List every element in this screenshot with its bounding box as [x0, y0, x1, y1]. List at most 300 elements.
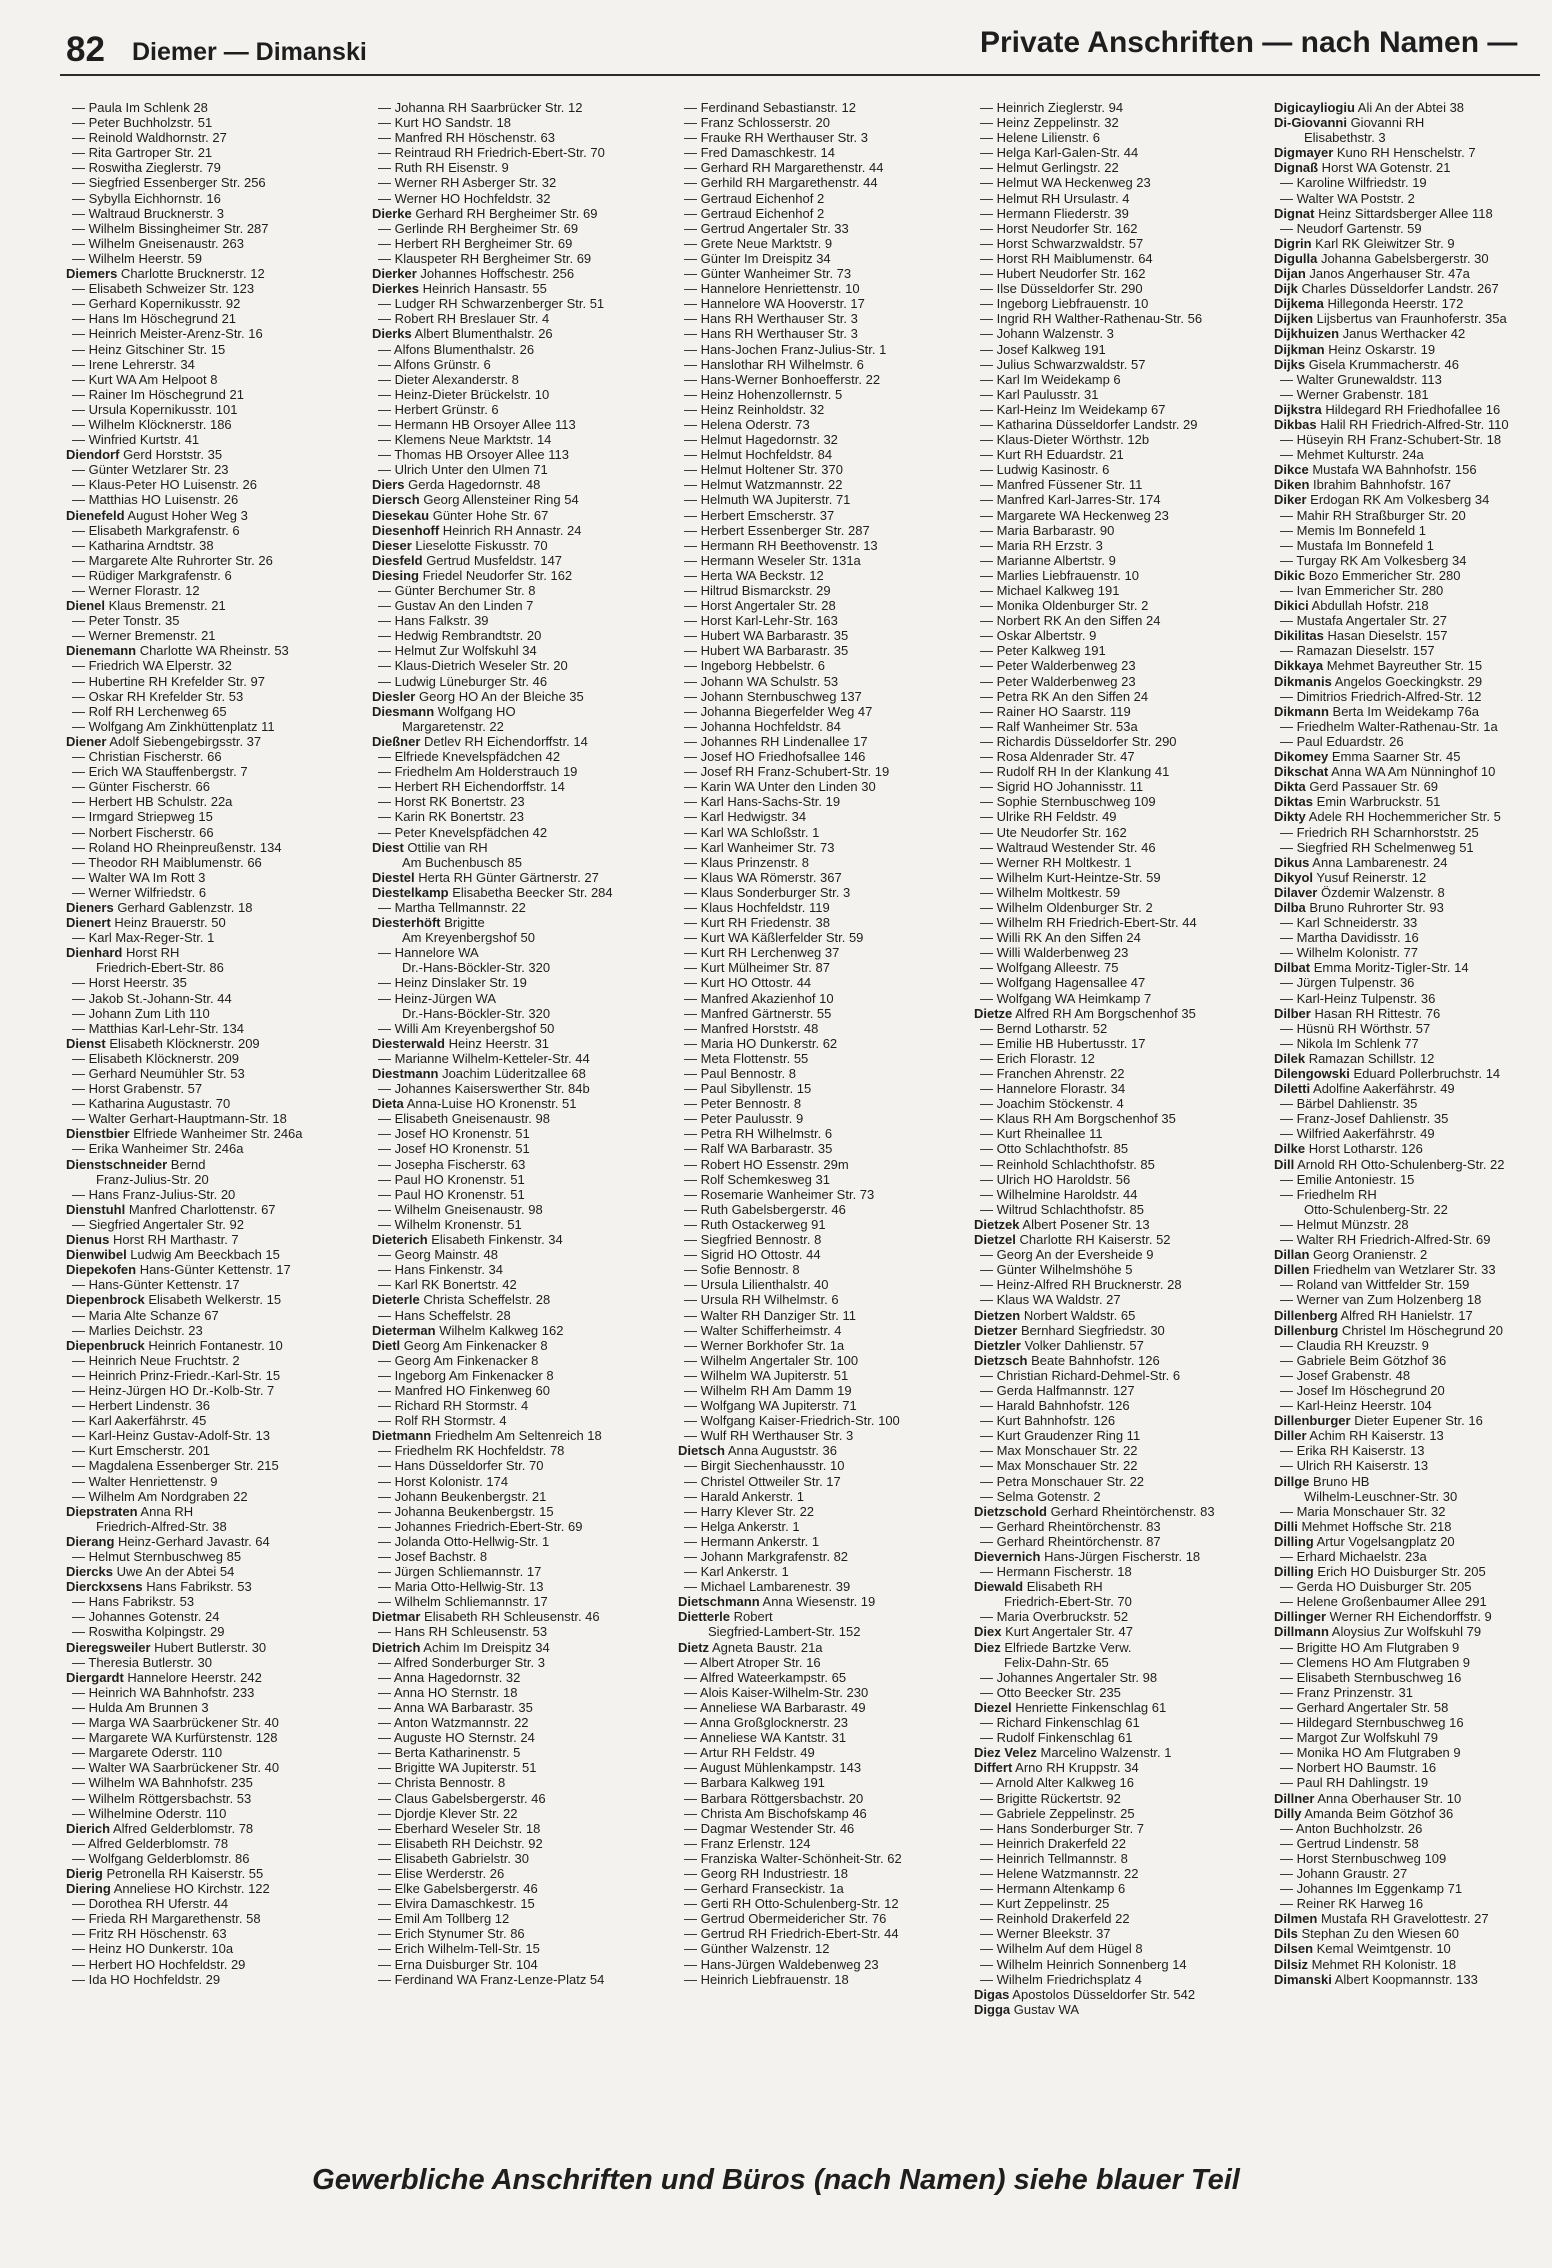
directory-entry: — Karl Schneiderstr. 33	[1280, 915, 1418, 931]
directory-entry-surname: Digulla Johanna Gabelsbergerstr. 30	[1274, 250, 1489, 266]
directory-column-2	[372, 100, 664, 2140]
directory-entry: — Hermann Fischerstr. 18	[980, 1564, 1132, 1580]
directory-entry-surname: Diestel Herta RH Günter Gärtnerstr. 27	[372, 869, 599, 885]
directory-entry-surname: Dilber Hasan RH Rittestr. 76	[1274, 1005, 1441, 1021]
directory-entry-surname: Dienstschneider Bernd	[66, 1156, 206, 1172]
directory-entry: — Hans Fabrikstr. 53	[72, 1594, 195, 1610]
directory-entry: — Helmut Münzstr. 28	[1280, 1216, 1409, 1232]
directory-entry: — Willi Walderbenweg 23	[980, 945, 1129, 961]
surname: Dijk	[1274, 281, 1298, 297]
directory-entry-surname: Dienert Heinz Brauerstr. 50	[66, 915, 226, 931]
directory-entry: — Manfred Horststr. 48	[684, 1020, 819, 1036]
directory-entry: — Meta Flottenstr. 55	[684, 1050, 809, 1066]
surname: Diez	[974, 1639, 1001, 1655]
directory-entry: — Kurt HO Ottostr. 44	[684, 975, 812, 991]
directory-entry-surname: Dijk Charles Düsseldorfer Landstr. 267	[1274, 281, 1499, 297]
directory-entry: — Karl Max-Reger-Str. 1	[72, 930, 215, 946]
directory-entry-continuation: Friedrich-Ebert-Str. 86	[96, 960, 224, 976]
directory-entry: — Rudolf RH In der Klankung 41	[980, 764, 1170, 780]
directory-entry-surname: Diesler Georg HO An der Bleiche 35	[372, 688, 584, 704]
directory-entry: — Horst RH Maiblumenstr. 64	[980, 250, 1153, 266]
directory-entry: — Heinrich Zieglerstr. 94	[980, 100, 1124, 115]
directory-entry: — Hans RH Werthauser Str. 3	[684, 326, 858, 342]
directory-entry: — Erich Florastr. 12	[980, 1050, 1095, 1066]
surname: Dierke	[372, 205, 412, 221]
directory-entry: — Anna WA Barbarastr. 35	[378, 1699, 533, 1715]
directory-entry: — Robert HO Essenstr. 29m	[684, 1156, 849, 1172]
directory-entry: — Hannelore WA	[378, 945, 479, 961]
directory-entry: — Heinz-Dieter Brückelstr. 10	[378, 386, 550, 402]
directory-entry: — Wulf RH Werthauser Str. 3	[684, 1428, 854, 1444]
directory-entry: — Gertraud Eichenhof 2	[684, 190, 825, 206]
directory-entry: — Helmut Hagedornstr. 32	[684, 432, 838, 448]
directory-entry: — Harald Ankerstr. 1	[684, 1488, 804, 1504]
directory-entry: — Helmut Sternbuschweg 85	[72, 1549, 242, 1564]
directory-entry-surname: Dienst Elisabeth Klöcknerstr. 209	[66, 1035, 260, 1051]
directory-entry-continuation: Dr.-Hans-Böckler-Str. 320	[402, 1005, 551, 1021]
directory-entry: — Herta WA Beckstr. 12	[684, 567, 824, 583]
directory-entry-surname: Diest Ottilie van RH	[372, 839, 488, 855]
surname: Dierks	[372, 326, 412, 342]
directory-entry: — Roswitha Zieglerstr. 79	[72, 160, 221, 176]
directory-entry-surname: Digrin Karl RK Gleiwitzer Str. 9	[1274, 235, 1455, 251]
directory-entry: — Kurt RH Eduardstr. 21	[980, 447, 1124, 463]
directory-entry: — Heinrich Prinz-Friedr.-Karl-Str. 15	[72, 1367, 281, 1383]
directory-entry: — Walter WA Im Rott 3	[72, 869, 206, 885]
directory-entry: — Peter Bennostr. 8	[684, 1096, 802, 1112]
directory-entry-continuation: Margaretenstr. 22	[402, 718, 504, 734]
directory-entry: — Margarete WA Kurfürstenstr. 128	[72, 1730, 278, 1746]
directory-entry-surname: Dilmen Mustafa RH Gravelottestr. 27	[1274, 1911, 1489, 1927]
directory-entry: — Werner Florastr. 12	[72, 583, 200, 598]
directory-entry: — Alfons Blumenthalstr. 26	[378, 341, 535, 357]
directory-entry: — Reinhold Schlachthofstr. 85	[980, 1156, 1155, 1172]
directory-entry: — Anna Hagedornstr. 32	[378, 1669, 521, 1685]
directory-entry: — Walter Grunewaldstr. 113	[1280, 371, 1442, 387]
directory-entry: — Rolf Schemkesweg 31	[684, 1171, 830, 1187]
surname: Dignaß	[1274, 160, 1319, 176]
directory-entry: — Helmut Gerlingstr. 22	[980, 160, 1119, 176]
directory-entry-surname: Dierker Johannes Hoffschestr. 256	[372, 266, 575, 282]
directory-entry-surname: Dilengowski Eduard Pollerbruchstr. 14	[1274, 1066, 1501, 1081]
directory-entry: — Richard Finkenschlag 61	[980, 1715, 1140, 1731]
directory-entry-surname: Dienhard Horst RH	[66, 945, 180, 961]
directory-entry: — Dagmar Westender Str. 46	[684, 1820, 855, 1836]
surname: Diepenbrock	[66, 1292, 145, 1308]
directory-entry: — Karl-Heinz Im Weidekamp 67	[980, 401, 1166, 417]
directory-entry: — Hans RH Schleusenstr. 53	[378, 1624, 548, 1640]
directory-entry: — Barbara Röttgersbachstr. 20	[684, 1790, 864, 1806]
directory-entry-surname: Dils Stephan Zu den Wiesen 60	[1274, 1926, 1460, 1942]
directory-entry-surname: Dietschmann Anna Wiesenstr. 19	[678, 1594, 876, 1610]
directory-entry: — Heinz HO Dunkerstr. 10a	[72, 1941, 234, 1957]
directory-entry: — Monika Oldenburger Str. 2	[980, 598, 1149, 614]
directory-entry: — Hans-Werner Bonhoefferstr. 22	[684, 371, 881, 387]
directory-entry: — Brigitte HO Am Flutgraben 9	[1280, 1639, 1460, 1655]
surname: Dijkman	[1274, 341, 1325, 357]
directory-entry: — Siegfried Bennostr. 8	[684, 1232, 822, 1248]
directory-column-1	[66, 100, 358, 2140]
directory-entry: — Michael Lambarenestr. 39	[684, 1579, 851, 1595]
directory-entry: — Karl-Heinz Gustav-Adolf-Str. 13	[72, 1428, 270, 1444]
directory-entry: — Rita Gartroper Str. 21	[72, 145, 213, 161]
surname: Dilsiz	[1274, 1956, 1308, 1972]
directory-entry: — Elisabeth Klöcknerstr. 209	[72, 1050, 239, 1066]
surname: Dijkstra	[1274, 401, 1322, 417]
surname: Digulla	[1274, 250, 1318, 266]
directory-entry: — Josef HO Friedhofsallee 146	[684, 749, 866, 765]
directory-entry: — Günter Berchumer Str. 8	[378, 583, 536, 598]
directory-entry: — Anton Watzmannstr. 22	[378, 1715, 529, 1731]
directory-entry: — Klaus WA Waldstr. 27	[980, 1292, 1121, 1308]
directory-entry: — Arnold Alter Kalkweg 16	[980, 1775, 1134, 1791]
directory-entry: — Johannes Gotenstr. 24	[72, 1609, 220, 1625]
directory-entry: — Gabriele Beim Götzhof 36	[1280, 1352, 1447, 1368]
directory-entry: — Peter Tonstr. 35	[72, 613, 180, 629]
surname: Dijan	[1274, 266, 1306, 282]
surname: Dijkhuizen	[1274, 326, 1340, 342]
directory-entry-surname: Dikce Mustafa WA Bahnhofstr. 156	[1274, 462, 1477, 478]
directory-entry: — Rosa Aldenrader Str. 47	[980, 749, 1135, 765]
directory-entry: — Theresia Butlerstr. 30	[72, 1654, 212, 1670]
directory-entry: — Karl Hans-Sachs-Str. 19	[684, 794, 841, 810]
directory-entry: — Helene Großenbaumer Allee 291	[1280, 1594, 1487, 1610]
surname: Dikmann	[1274, 703, 1329, 719]
directory-entry: — Wolfgang Kaiser-Friedrich-Str. 100	[684, 1413, 900, 1429]
directory-entry-surname: Dijkman Heinz Oskarstr. 19	[1274, 341, 1436, 357]
directory-entry: — Klaus-Dieter Wörthstr. 12b	[980, 432, 1150, 448]
directory-entry-surname: Diez Velez Marcelino Walzenstr. 1	[974, 1745, 1172, 1761]
directory-entry-surname: Diering Anneliese HO Kirchstr. 122	[66, 1881, 270, 1897]
directory-entry: — Ulrich HO Haroldstr. 56	[980, 1171, 1131, 1187]
directory-entry: — Irmgard Striepweg 15	[72, 809, 213, 825]
surname: Dieterich	[372, 1232, 428, 1248]
directory-entry: — Hans Im Höschegrund 21	[72, 311, 237, 327]
surname: Dierich	[66, 1820, 111, 1836]
directory-entry: — Ursula Kopernikusstr. 101	[72, 401, 238, 417]
directory-entry: — Dimitrios Friedrich-Alfred-Str. 12	[1280, 688, 1482, 704]
directory-entry-surname: Dignaß Horst WA Gotenstr. 21	[1274, 160, 1451, 176]
directory-entry: — Günter Im Dreispitz 34	[684, 250, 831, 266]
surname: Dienert	[66, 915, 111, 931]
directory-entry: — Wolfgang Hagensallee 47	[980, 975, 1146, 991]
directory-entry: — Claudia RH Kreuzstr. 9	[1280, 1337, 1429, 1353]
surname: Dillge	[1274, 1473, 1310, 1489]
directory-entry: — Peter Buchholzstr. 51	[72, 115, 213, 131]
surname: Dienstuhl	[66, 1201, 126, 1217]
directory-entry: — Rolf RH Stormstr. 4	[378, 1413, 507, 1429]
directory-entry: — Karl RK Bonertstr. 42	[378, 1277, 517, 1293]
directory-entry: — Horst RK Bonertstr. 23	[378, 794, 525, 810]
directory-entry: — Klaus Hochfeldstr. 119	[684, 899, 830, 915]
directory-entry: — Elfriede Knevelspfädchen 42	[378, 749, 561, 765]
surname: Dienemann	[66, 643, 137, 659]
directory-entry-surname: Dierks Albert Blumenthalstr. 26	[372, 326, 553, 342]
directory-entry-surname: Dillmann Aloysius Zur Wolfskuhl 79	[1274, 1624, 1482, 1640]
directory-entry: — Ruth Ostackerweg 91	[684, 1216, 826, 1232]
surname: Dietzek	[974, 1216, 1020, 1232]
directory-entry-surname: Dierckxsens Hans Fabrikstr. 53	[66, 1579, 252, 1595]
directory-entry: — Sophie Sternbuschweg 109	[980, 794, 1156, 810]
surname: Diercks	[66, 1564, 113, 1580]
directory-entry-surname: Dijken Lijsbertus van Fraunhoferstr. 35a	[1274, 311, 1507, 327]
surname: Dikus	[1274, 854, 1310, 870]
directory-entry: — Emilie Antoniestr. 15	[1280, 1171, 1415, 1187]
directory-entry: — Margarete Oderstr. 110	[72, 1745, 223, 1761]
directory-entry-surname: Dietrich Achim Im Dreispitz 34	[372, 1639, 550, 1655]
directory-entry-surname: Dignat Heinz Sittardsberger Allee 118	[1274, 205, 1493, 221]
directory-entry: — Elisabeth Schweizer Str. 123	[72, 281, 255, 297]
directory-entry-surname: Diesenhoff Heinrich RH Annastr. 24	[372, 522, 582, 538]
directory-entry: — Horst Angertaler Str. 28	[684, 598, 836, 614]
directory-entry: — Johannes Kaiserswerther Str. 84b	[378, 1081, 590, 1097]
directory-entry: — Kurt RH Lerchenweg 37	[684, 945, 840, 961]
directory-entry: — Hüseyin RH Franz-Schubert-Str. 18	[1280, 432, 1502, 448]
directory-entry: — Sybylla Eichhornstr. 16	[72, 190, 221, 206]
directory-entry: — Heinrich Liebfrauenstr. 18	[684, 1971, 849, 1987]
directory-entry-surname: Dieregsweiler Hubert Butlerstr. 30	[66, 1639, 267, 1655]
surname: Dilengowski	[1274, 1066, 1350, 1081]
directory-entry: — Gerda Halfmannstr. 127	[980, 1382, 1135, 1398]
directory-entry-surname: Dieners Gerhard Gablenzstr. 18	[66, 899, 253, 915]
surname: Dietzen	[974, 1307, 1021, 1323]
directory-entry: — Gerhard Kopernikusstr. 92	[72, 296, 241, 312]
directory-entry: — Norbert HO Baumstr. 16	[1280, 1760, 1437, 1776]
directory-entry-surname: Diepstraten Anna RH	[66, 1503, 194, 1519]
directory-entry: — Heinz Gitschiner Str. 15	[72, 341, 226, 357]
directory-entry: — Walter RH Friedrich-Alfred-Str. 69	[1280, 1232, 1491, 1248]
directory-entry-surname: Dietl Georg Am Finkenacker 8	[372, 1337, 548, 1353]
directory-entry: — Anneliese WA Kantstr. 31	[684, 1730, 847, 1746]
directory-entry: — Djordje Klever Str. 22	[378, 1805, 518, 1821]
directory-entry: — Klaus-Peter HO Luisenstr. 26	[72, 477, 257, 493]
surname: Dignat	[1274, 205, 1315, 221]
directory-entry: — Ulrich Unter den Ulmen 71	[378, 462, 548, 478]
surname: Diers	[372, 477, 405, 493]
surname: Diesing	[372, 567, 419, 583]
directory-entry-surname: Dievernich Hans-Jürgen Fischerstr. 18	[974, 1549, 1201, 1564]
header-divider	[60, 74, 1540, 76]
directory-entry: — Monika HO Am Flutgraben 9	[1280, 1745, 1461, 1761]
directory-entry: — Wilhelm Kronenstr. 51	[378, 1216, 522, 1232]
directory-entry: — Josef Im Höschegrund 20	[1280, 1382, 1445, 1398]
directory-entry: — Sofie Bennostr. 8	[684, 1262, 800, 1278]
directory-entry: — Horst Karl-Lehr-Str. 163	[684, 613, 838, 629]
directory-entry-surname: Dijkema Hillegonda Heerstr. 172	[1274, 296, 1464, 312]
directory-entry: — Werner Grabenstr. 181	[1280, 386, 1429, 402]
directory-entry: — Ralf Wanheimer Str. 53a	[980, 718, 1138, 734]
directory-entry: — Magdalena Essenberger Str. 215	[72, 1458, 279, 1474]
directory-entry: — Karl WA Schloßstr. 1	[684, 824, 820, 840]
surname: Dilba	[1274, 899, 1306, 915]
directory-entry: — Ludwig Kasinostr. 6	[980, 462, 1110, 478]
surname: Diesterwald	[372, 1035, 445, 1051]
directory-entry: — Gerhard Franseckistr. 1a	[684, 1881, 844, 1897]
directory-entry: — Karl Aakerfährstr. 45	[72, 1413, 207, 1429]
directory-entry: — Paula Im Schlenk 28	[72, 100, 208, 115]
directory-entry-surname: Diesfeld Gertrud Musfeldstr. 147	[372, 552, 563, 568]
directory-entry: — Hans-Günter Kettenstr. 17	[72, 1277, 240, 1293]
directory-entry: — Wilhelm Friedrichsplatz 4	[980, 1971, 1142, 1987]
directory-entry: — Elisabeth Gneisenaustr. 98	[378, 1111, 550, 1127]
directory-entry-surname: Dieterich Elisabeth Finkenstr. 34	[372, 1232, 563, 1248]
directory-entry: — Johannes Im Eggenkamp 71	[1280, 1881, 1463, 1897]
directory-entry-surname: Diesterwald Heinz Heerstr. 31	[372, 1035, 550, 1051]
surname: Dill	[1274, 1156, 1295, 1172]
directory-entry: — Gerhard Rheintörchenstr. 87	[980, 1533, 1161, 1549]
surname: Diesekau	[372, 507, 430, 523]
directory-entry: — Ursula RH Wilhelmstr. 6	[684, 1292, 839, 1308]
directory-entry: — Kurt WA Am Helpoot 8	[72, 371, 218, 387]
directory-entry-surname: Dietzsch Beate Bahnhofstr. 126	[974, 1352, 1160, 1368]
directory-entry: — Erika Wanheimer Str. 246a	[72, 1141, 244, 1157]
directory-entry: — Fritz RH Höschenstr. 63	[72, 1926, 227, 1942]
directory-entry-surname: Dikschat Anna WA Am Nünninghof 10	[1274, 764, 1496, 780]
directory-entry: — Hannelore Florastr. 34	[980, 1081, 1126, 1097]
surname: Dimanski	[1274, 1971, 1332, 1987]
directory-entry: — Hanslothar RH Wilhelmstr. 6	[684, 356, 864, 372]
directory-entry: — Petra Monschauer Str. 22	[980, 1473, 1145, 1489]
surname: Dijkema	[1274, 296, 1324, 312]
directory-entry: — Hans Franz-Julius-Str. 20	[72, 1186, 236, 1202]
directory-entry-surname: Dienel Klaus Bremenstr. 21	[66, 598, 226, 614]
directory-entry: — Bärbel Dahlienstr. 35	[1280, 1096, 1418, 1112]
directory-entry: — Ludger RH Schwarzenberger Str. 51	[378, 296, 605, 312]
directory-entry: — Hermann HB Orsoyer Allee 113	[378, 416, 576, 432]
directory-entry: — Maria HO Dunkerstr. 62	[684, 1035, 838, 1051]
directory-entry: — Johanna RH Saarbrücker Str. 12	[378, 100, 583, 115]
directory-entry: — Christa Am Bischofskamp 46	[684, 1805, 867, 1821]
directory-entry: — Karoline Wilfriedstr. 19	[1280, 175, 1427, 191]
surname: Dikici	[1274, 598, 1309, 614]
directory-entry: — Werner RH Moltkestr. 1	[980, 854, 1132, 870]
directory-entry: — Ruth RH Eisenstr. 9	[378, 160, 509, 176]
footer-note: Gewerbliche Anschriften und Büros (nach Namen) siehe blauer Teil	[312, 2164, 1240, 2196]
directory-entry: — Reinold Waldhornstr. 27	[72, 130, 227, 146]
surname: Dießner	[372, 733, 421, 749]
directory-entry: — Paul Sibyllenstr. 15	[684, 1081, 812, 1097]
directory-entry: — Heinz-Jürgen HO Dr.-Kolb-Str. 7	[72, 1382, 275, 1398]
directory-entry: — Brigitte WA Jupiterstr. 51	[378, 1760, 537, 1776]
directory-entry-surname: Diepenbrock Elisabeth Welkerstr. 15	[66, 1292, 282, 1308]
directory-entry: — Waltraud Brucknerstr. 3	[72, 205, 224, 221]
directory-entry-surname: Dillner Anna Oberhauser Str. 10	[1274, 1790, 1462, 1806]
directory-entry: — Max Monschauer Str. 22	[980, 1458, 1138, 1474]
directory-entry: — Hedwig Rembrandtstr. 20	[378, 628, 542, 644]
directory-entry-surname: Diendorf Gerd Horststr. 35	[66, 447, 223, 463]
directory-entry: — Helga Karl-Galen-Str. 44	[980, 145, 1139, 161]
directory-entry: — Johann WA Schulstr. 53	[684, 673, 839, 689]
surname: Dikbas	[1274, 416, 1317, 432]
directory-entry: — Alfred Wateerkampstr. 65	[684, 1669, 847, 1685]
directory-entry: — Roland HO Rheinpreußenstr. 134	[72, 839, 282, 855]
directory-entry: — Berta Katharinenstr. 5	[378, 1745, 521, 1761]
directory-entry: — Helmut Zur Wolfskuhl 34	[378, 643, 537, 659]
directory-entry-surname: Diex Kurt Angertaler Str. 47	[974, 1624, 1133, 1640]
directory-entry: — Kurt Mülheimer Str. 87	[684, 960, 830, 976]
surname: Dienefeld	[66, 507, 125, 523]
directory-entry: — Ingeborg Am Finkenacker 8	[378, 1367, 554, 1383]
surname: Diesfeld	[372, 552, 423, 568]
directory-entry-surname: Dillenburger Dieter Eupener Str. 16	[1274, 1413, 1483, 1429]
directory-entry-surname: Dietze Alfred RH Am Borgschenhof 35	[974, 1005, 1196, 1021]
directory-entry: — Reintraud RH Friedrich-Ebert-Str. 70	[378, 145, 605, 161]
directory-entry: — Erna Duisburger Str. 104	[378, 1956, 538, 1972]
directory-entry: — Turgay RK Am Volkesberg 34	[1280, 552, 1467, 568]
page-number: 82	[66, 30, 105, 69]
directory-entry: — Julius Schwarzwaldstr. 57	[980, 356, 1146, 372]
directory-entry-surname: Dikty Adele RH Hochemmericher Str. 5	[1274, 809, 1501, 825]
directory-entry: — Ida HO Hochfeldstr. 29	[72, 1971, 221, 1987]
directory-entry: — Birgit Siechenhausstr. 10	[684, 1458, 845, 1474]
directory-entry: — Rainer HO Saarstr. 119	[980, 703, 1131, 719]
directory-entry: — Norbert Fischerstr. 66	[72, 824, 214, 840]
directory-entry: — Hubert WA Barbarastr. 35	[684, 643, 849, 659]
directory-entry-surname: Dienstbier Elfriede Wanheimer Str. 246a	[66, 1126, 303, 1142]
directory-entry: — Maria RH Erzstr. 3	[980, 537, 1103, 553]
directory-entry: — Georg An der Eversheide 9	[980, 1247, 1154, 1263]
directory-entry-surname: Dilbat Emma Moritz-Tigler-Str. 14	[1274, 960, 1469, 976]
directory-entry: — Günter Wilhelmshöhe 5	[980, 1262, 1133, 1278]
directory-entry: — Georg RH Industriestr. 18	[684, 1865, 849, 1881]
directory-entry: — Manfred Gärtnerstr. 55	[684, 1005, 832, 1021]
directory-entry-surname: Dijkhuizen Janus Werthacker 42	[1274, 326, 1466, 342]
surname: Diepstraten	[66, 1503, 138, 1519]
surname: Di-Giovanni	[1274, 115, 1347, 131]
directory-entry-continuation: Franz-Julius-Str. 20	[96, 1171, 209, 1187]
surname: Dils	[1274, 1926, 1298, 1942]
surname: Dijken	[1274, 311, 1314, 327]
directory-entry: — Winfried Kurtstr. 41	[72, 432, 200, 448]
directory-entry: — Herbert Lindenstr. 36	[72, 1398, 211, 1414]
directory-entry: — Dorothea RH Uferstr. 44	[72, 1896, 229, 1912]
surname: Diewald	[974, 1579, 1024, 1595]
directory-entry-surname: Dimanski Albert Koopmannstr. 133	[1274, 1971, 1478, 1987]
directory-entry: — Manfred HO Finkenweg 60	[378, 1382, 550, 1398]
directory-entry: — Ferdinand Sebastianstr. 12	[684, 100, 856, 115]
directory-entry: — Anna Großglocknerstr. 23	[684, 1715, 849, 1731]
directory-entry: — Nikola Im Schlenk 77	[1280, 1035, 1419, 1051]
surname: Dieterman	[372, 1322, 436, 1338]
directory-entry: — Paul Eduardstr. 26	[1280, 733, 1404, 749]
directory-entry: — Wilhelm Heinrich Sonnenberg 14	[980, 1956, 1187, 1972]
directory-entry: — Elisabeth Sternbuschweg 16	[1280, 1669, 1462, 1685]
directory-entry: — Franchen Ahrenstr. 22	[980, 1066, 1125, 1081]
surname: Dilly	[1274, 1805, 1302, 1821]
directory-entry-surname: Diker Erdogan RK Am Volkesberg 34	[1274, 492, 1490, 508]
directory-entry-surname: Diersch Georg Allensteiner Ring 54	[372, 492, 579, 508]
directory-entry-continuation: Siegfried-Lambert-Str. 152	[708, 1624, 861, 1640]
directory-entry: — Werner van Zum Holzenberg 18	[1280, 1292, 1482, 1308]
directory-entry-surname: Diener Adolf Siebengebirgsstr. 37	[66, 733, 262, 749]
directory-entry: — Irene Lehrerstr. 34	[72, 356, 195, 372]
directory-entry-surname: Dietmar Elisabeth RH Schleusenstr. 46	[372, 1609, 600, 1625]
directory-entry-surname: Dierig Petronella RH Kaiserstr. 55	[66, 1865, 264, 1881]
surname: Diker	[1274, 492, 1307, 508]
directory-entry: — Ingeborg Liebfrauenstr. 10	[980, 296, 1149, 312]
directory-entry-surname: Dill Arnold RH Otto-Schulenberg-Str. 22	[1274, 1156, 1505, 1172]
directory-entry: — Wilhelm Bissingheimer Str. 287	[72, 220, 269, 236]
surname: Diersch	[372, 492, 420, 508]
surname: Differt	[974, 1760, 1013, 1776]
directory-entry: — Friedhelm RH	[1280, 1186, 1377, 1202]
directory-entry-surname: Dienemann Charlotte WA Rheinstr. 53	[66, 643, 289, 659]
directory-entry: — Mustafa Im Bonnefeld 1	[1280, 537, 1434, 553]
surname: Dienel	[66, 598, 106, 614]
directory-entry: — Jakob St.-Johann-Str. 44	[72, 990, 232, 1006]
directory-entry: — Wolfgang WA Jupiterstr. 71	[684, 1398, 857, 1414]
directory-entry: — Ramazan Dieselstr. 157	[1280, 643, 1435, 659]
